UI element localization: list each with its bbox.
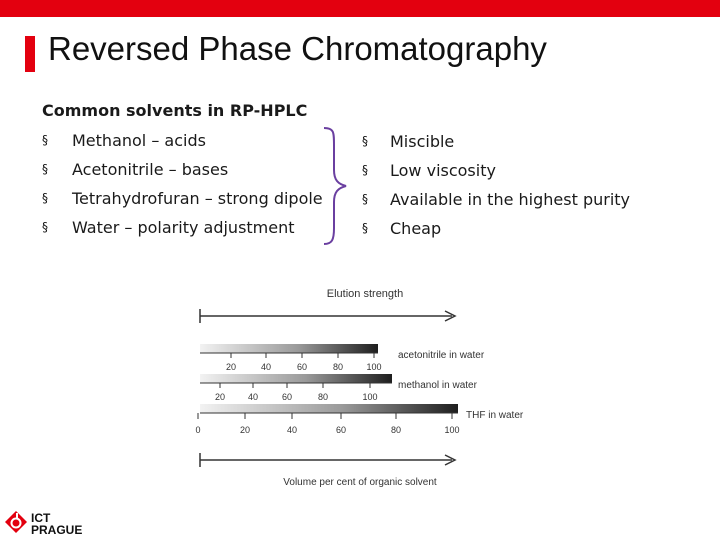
tick-label: 40 — [286, 425, 298, 435]
list-item: § Water – polarity adjustment — [42, 213, 323, 242]
elution-arrow — [200, 309, 455, 323]
square-bullet-icon: § — [42, 220, 48, 234]
thf-bar — [200, 404, 458, 413]
list-item: § Acetonitrile – bases — [42, 155, 323, 184]
tick-label: 20 — [239, 425, 251, 435]
curly-bracket-icon — [322, 126, 356, 246]
list-item: § Cheap — [362, 214, 630, 243]
volume-arrow — [200, 453, 455, 467]
volume-label: Volume per cent of organic solvent — [283, 477, 437, 488]
list-item: § Low viscosity — [362, 156, 630, 185]
list-item: § Available in the highest purity — [362, 185, 630, 214]
acetonitrile-bar — [200, 344, 378, 353]
logo-line-prague: PRAGUE — [31, 523, 83, 537]
acetonitrile-label: acetonitrile in water — [398, 350, 485, 361]
tick-label: 100 — [444, 425, 460, 435]
list-item: § Tetrahydrofuran – strong dipole — [42, 184, 323, 213]
tick-label: 60 — [335, 425, 347, 435]
methanol-label: methanol in water — [398, 380, 477, 391]
tick-label: 20 — [214, 392, 226, 402]
tick-label: 40 — [260, 362, 272, 372]
tick-label: 100 — [366, 362, 382, 372]
square-bullet-icon: § — [362, 221, 368, 235]
tick-label: 80 — [390, 425, 402, 435]
tick-label: 80 — [317, 392, 329, 402]
tick-label: 60 — [296, 362, 308, 372]
list-item: § Miscible — [362, 127, 630, 156]
elution-strength-label: Elution strength — [326, 288, 404, 300]
square-bullet-icon: § — [42, 191, 48, 205]
tick-label: 40 — [247, 392, 259, 402]
square-bullet-icon: § — [362, 134, 368, 148]
top-accent-bar — [0, 0, 720, 17]
thf-label: THF in water — [466, 410, 524, 421]
tick-label: 60 — [281, 392, 293, 402]
square-bullet-icon: § — [42, 162, 48, 176]
tick-label: 100 — [362, 392, 378, 402]
logo-wordmark — [31, 512, 82, 536]
square-bullet-icon: § — [362, 192, 368, 206]
square-bullet-icon: § — [362, 163, 368, 177]
logo-line-ict: ICT — [31, 511, 51, 525]
tick-label: 0 — [195, 425, 201, 435]
ict-prague-logo-icon — [4, 510, 28, 534]
methanol-bar — [200, 374, 392, 383]
square-bullet-icon: § — [42, 133, 48, 147]
list-item: § Methanol – acids — [42, 126, 323, 155]
elution-strength-diagram — [190, 278, 524, 498]
tick-label: 80 — [332, 362, 344, 372]
tick-label: 20 — [225, 362, 237, 372]
solvent-list — [42, 96, 323, 242]
slide-title: Reversed Phase Chromatography — [48, 30, 547, 67]
property-list — [362, 127, 630, 243]
solvent-list-heading: Common solvents in RP-HPLC — [42, 101, 308, 120]
title-accent-mark — [25, 36, 35, 72]
